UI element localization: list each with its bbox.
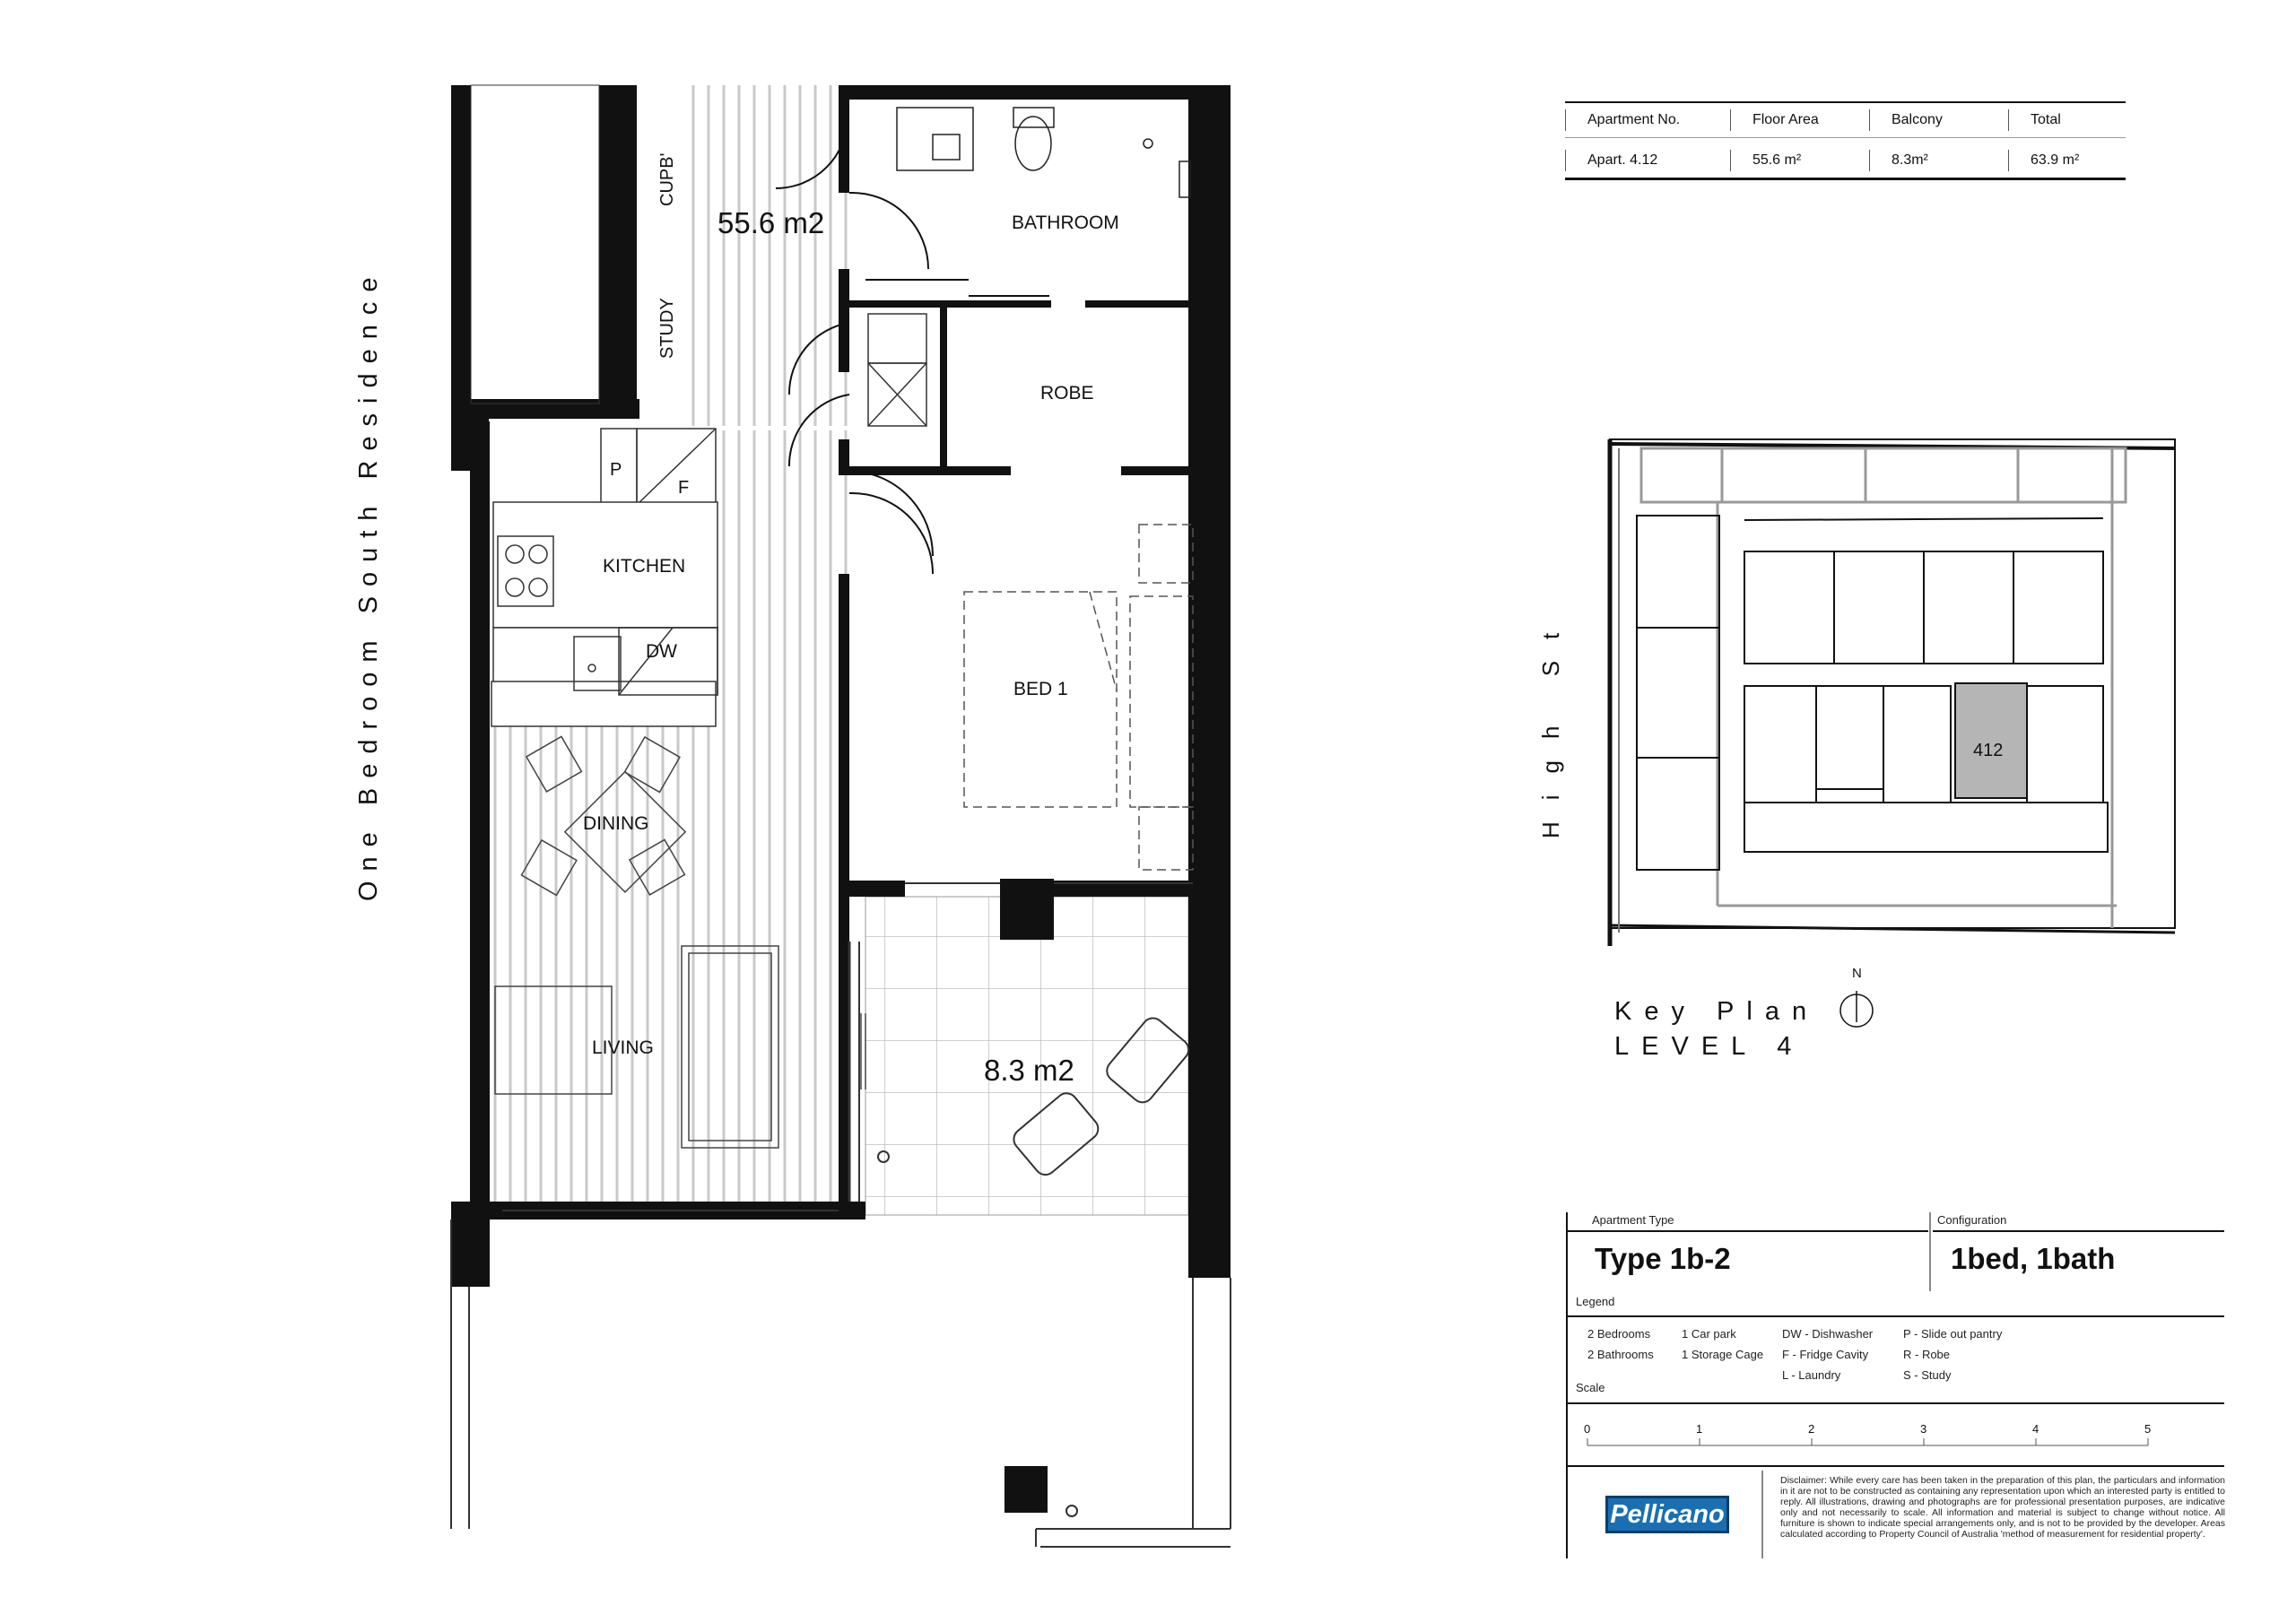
- legend-item: P - Slide out pantry: [1903, 1327, 2003, 1341]
- legend-item: 2 Bathrooms: [1587, 1348, 1654, 1361]
- label-robe: ROBE: [1040, 383, 1094, 404]
- header-balcony: Balcony: [1869, 109, 2008, 131]
- apartment-table-row: [1565, 143, 2126, 180]
- legend-item: R - Robe: [1903, 1348, 1951, 1361]
- label-bed1: BED 1: [1013, 679, 1068, 699]
- legend-item: 1 Car park: [1682, 1327, 1736, 1341]
- label-kitchen: KITCHEN: [603, 556, 686, 577]
- bathroom-fixtures: [897, 108, 1190, 197]
- apartment-table: [1565, 101, 2126, 180]
- key-plan-title: Key Plan: [1614, 997, 1820, 1026]
- label-fridge: F: [678, 478, 690, 498]
- configuration-label: Configuration: [1937, 1213, 2007, 1227]
- label-internal-area: 55.6 m2: [718, 206, 825, 239]
- legend-item: S - Study: [1903, 1368, 1952, 1382]
- label-dishwasher: DW: [646, 641, 677, 662]
- scale-tick-0: 0: [1584, 1422, 1591, 1436]
- scale-tick-3: 3: [1920, 1422, 1927, 1436]
- scale-tick-5: 5: [2144, 1422, 2152, 1436]
- label-balcony-area: 8.3 m2: [984, 1054, 1074, 1087]
- disclaimer-text: Disclaimer: While every care has been taken in the preparation of this plan, the particulars and information in it are not to be constructed as containing any representation upon which an interested party is entitled to reply. All illustrations, drawing and photographs are for professional presentation purposes, are indicative only and not necessarily to scale. All information and material is subject to change without notice. All furniture is shown to indicate special arrangements only, and is not to be provided by the developer. Areas calculated according to Property Council of Australia 'method of measurement for residential property'.: [1780, 1475, 2225, 1540]
- header-total: Total: [2008, 109, 2126, 131]
- legend-row: [1587, 1344, 2038, 1365]
- header-apartment-no: Apartment No.: [1565, 109, 1730, 131]
- legend-item: [1682, 1365, 1782, 1385]
- scale-tick-2: 2: [1808, 1422, 1815, 1436]
- apartment-table-header: [1565, 101, 2126, 138]
- legend-row: [1587, 1365, 2038, 1385]
- label-cupboard: CUPB': [657, 152, 677, 206]
- configuration: 1bed, 1bath: [1951, 1242, 2116, 1275]
- label-pantry: P: [610, 460, 622, 480]
- label-bathroom: BATHROOM: [1012, 213, 1119, 233]
- label-study: STUDY: [657, 298, 677, 359]
- value-floor-area: 55.6 m²: [1730, 150, 1869, 171]
- legend-item: 1 Storage Cage: [1682, 1348, 1764, 1361]
- legend-item: L - Laundry: [1782, 1368, 1841, 1382]
- scale-bar: [1587, 1438, 2148, 1445]
- north-label: N: [1852, 966, 1862, 981]
- legend-item: DW - Dishwasher: [1782, 1327, 1874, 1341]
- key-plan-level: LEVEL 4: [1614, 1032, 1805, 1061]
- label-dining: DINING: [583, 813, 649, 834]
- key-plan-street: High St: [1537, 611, 1564, 838]
- value-apartment-no: Apart. 4.12: [1565, 150, 1730, 171]
- side-title: One Bedroom South Residence: [354, 267, 383, 901]
- key-plan-unit-label: 412: [1973, 741, 2004, 760]
- scale-label: Scale: [1576, 1381, 1605, 1394]
- scale-tick-1: 1: [1696, 1422, 1703, 1436]
- pellicano-logo: Pellicano: [1605, 1496, 1729, 1533]
- legend-label: Legend: [1576, 1295, 1615, 1308]
- scale-tick-4: 4: [2032, 1422, 2039, 1436]
- header-floor-area: Floor Area: [1730, 109, 1869, 131]
- key-plan: [1537, 439, 2175, 1061]
- value-total: 63.9 m²: [2008, 150, 2126, 171]
- legend-row: [1587, 1324, 2038, 1344]
- apartment-type-label: Apartment Type: [1592, 1213, 1674, 1227]
- label-living: LIVING: [592, 1037, 654, 1058]
- legend: [1587, 1324, 2038, 1385]
- bed-furniture: [964, 525, 1193, 870]
- apartment-type: Type 1b-2: [1595, 1242, 1731, 1275]
- legend-item: F - Fridge Cavity: [1782, 1348, 1869, 1361]
- legend-item: 2 Bedrooms: [1587, 1327, 1651, 1341]
- value-balcony: 8.3m²: [1869, 150, 2008, 171]
